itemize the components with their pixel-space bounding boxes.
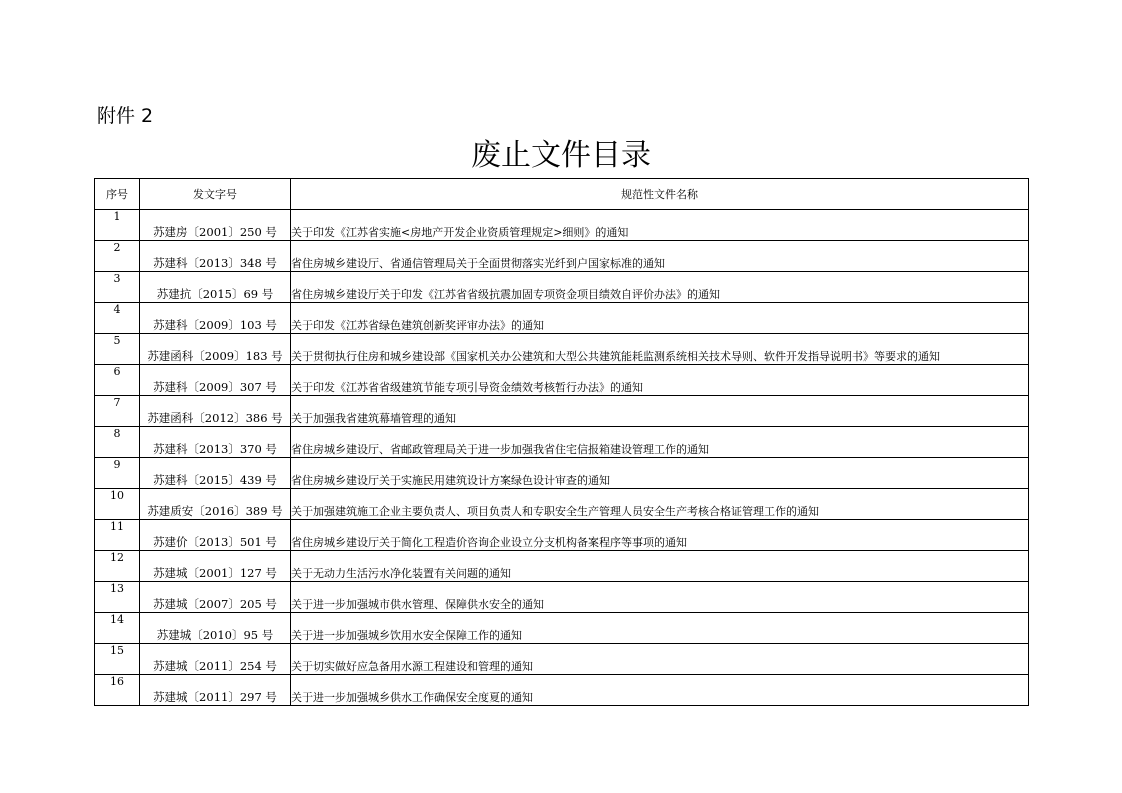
row-seq: 14 bbox=[95, 613, 140, 644]
row-doc-number: 苏建房〔2001〕250 号 bbox=[140, 210, 291, 241]
table-row bbox=[95, 396, 1029, 427]
table-row bbox=[95, 272, 1029, 303]
row-seq: 9 bbox=[95, 458, 140, 489]
row-seq: 3 bbox=[95, 272, 140, 303]
table-row bbox=[95, 489, 1029, 520]
table-row bbox=[95, 427, 1029, 458]
table-row bbox=[95, 675, 1029, 706]
row-seq: 7 bbox=[95, 396, 140, 427]
row-doc-name: 关于印发《江苏省绿色建筑创新奖评审办法》的通知 bbox=[291, 303, 1029, 334]
row-doc-number: 苏建价〔2013〕501 号 bbox=[140, 520, 291, 551]
row-doc-name: 关于进一步加强城乡饮用水安全保障工作的通知 bbox=[291, 613, 1029, 644]
row-doc-name: 省住房城乡建设厅关于简化工程造价咨询企业设立分支机构备案程序等事项的通知 bbox=[291, 520, 1029, 551]
row-doc-name: 关于进一步加强城乡供水工作确保安全度夏的通知 bbox=[291, 675, 1029, 706]
row-seq: 1 bbox=[95, 210, 140, 241]
row-doc-number: 苏建科〔2013〕370 号 bbox=[140, 427, 291, 458]
row-doc-name: 关于印发《江苏省实施<房地产开发企业资质管理规定>细则》的通知 bbox=[291, 210, 1029, 241]
row-doc-number: 苏建城〔2011〕254 号 bbox=[140, 644, 291, 675]
row-seq: 11 bbox=[95, 520, 140, 551]
row-seq: 16 bbox=[95, 675, 140, 706]
table-row bbox=[95, 241, 1029, 272]
row-seq: 12 bbox=[95, 551, 140, 582]
page-title: 废止文件目录 bbox=[471, 138, 651, 173]
row-seq: 5 bbox=[95, 334, 140, 365]
table-row bbox=[95, 365, 1029, 396]
row-doc-number: 苏建城〔2011〕297 号 bbox=[140, 675, 291, 706]
row-seq: 15 bbox=[95, 644, 140, 675]
table-row bbox=[95, 582, 1029, 613]
row-seq: 4 bbox=[95, 303, 140, 334]
table-row bbox=[95, 644, 1029, 675]
row-seq: 6 bbox=[95, 365, 140, 396]
row-doc-number: 苏建质安〔2016〕389 号 bbox=[140, 489, 291, 520]
row-doc-name: 关于加强建筑施工企业主要负责人、项目负责人和专职安全生产管理人员安全生产考核合格证管理工作的通知 bbox=[291, 489, 1029, 520]
column-header-doc-number: 发文字号 bbox=[140, 179, 291, 210]
row-doc-name: 关于无动力生活污水净化装置有关问题的通知 bbox=[291, 551, 1029, 582]
row-doc-name: 关于加强我省建筑幕墙管理的通知 bbox=[291, 396, 1029, 427]
row-doc-name: 省住房城乡建设厅关于印发《江苏省省级抗震加固专项资金项目绩效自评价办法》的通知 bbox=[291, 272, 1029, 303]
row-doc-number: 苏建科〔2009〕307 号 bbox=[140, 365, 291, 396]
row-doc-number: 苏建城〔2007〕205 号 bbox=[140, 582, 291, 613]
table-row bbox=[95, 551, 1029, 582]
row-doc-number: 苏建城〔2010〕95 号 bbox=[140, 613, 291, 644]
row-doc-name: 关于进一步加强城市供水管理、保障供水安全的通知 bbox=[291, 582, 1029, 613]
column-header-seq: 序号 bbox=[95, 179, 140, 210]
table-row bbox=[95, 303, 1029, 334]
table-row bbox=[95, 334, 1029, 365]
row-seq: 2 bbox=[95, 241, 140, 272]
table-row bbox=[95, 520, 1029, 551]
row-seq: 13 bbox=[95, 582, 140, 613]
attachment-label: 附件 2 bbox=[97, 105, 154, 127]
row-doc-number: 苏建科〔2015〕439 号 bbox=[140, 458, 291, 489]
table-row bbox=[95, 458, 1029, 489]
row-doc-number: 苏建函科〔2012〕386 号 bbox=[140, 396, 291, 427]
row-doc-number: 苏建科〔2013〕348 号 bbox=[140, 241, 291, 272]
row-seq: 10 bbox=[95, 489, 140, 520]
table-row bbox=[95, 210, 1029, 241]
row-doc-number: 苏建函科〔2009〕183 号 bbox=[140, 334, 291, 365]
row-doc-name: 省住房城乡建设厅、省邮政管理局关于进一步加强我省住宅信报箱建设管理工作的通知 bbox=[291, 427, 1029, 458]
row-doc-name: 关于印发《江苏省省级建筑节能专项引导资金绩效考核暂行办法》的通知 bbox=[291, 365, 1029, 396]
row-doc-name: 关于贯彻执行住房和城乡建设部《国家机关办公建筑和大型公共建筑能耗监测系统相关技术导则、软件开发指导说明书》等要求的通知 bbox=[291, 334, 1029, 365]
row-doc-number: 苏建科〔2009〕103 号 bbox=[140, 303, 291, 334]
table-row bbox=[95, 613, 1029, 644]
row-doc-number: 苏建城〔2001〕127 号 bbox=[140, 551, 291, 582]
row-seq: 8 bbox=[95, 427, 140, 458]
row-doc-name: 省住房城乡建设厅关于实施民用建筑设计方案绿色设计审查的通知 bbox=[291, 458, 1029, 489]
row-doc-name: 省住房城乡建设厅、省通信管理局关于全面贯彻落实光纤到户国家标准的通知 bbox=[291, 241, 1029, 272]
table-header-row bbox=[95, 179, 1029, 210]
row-doc-number: 苏建抗〔2015〕69 号 bbox=[140, 272, 291, 303]
abolished-documents-table bbox=[94, 178, 1029, 706]
row-doc-name: 关于切实做好应急备用水源工程建设和管理的通知 bbox=[291, 644, 1029, 675]
column-header-doc-name: 规范性文件名称 bbox=[291, 179, 1029, 210]
